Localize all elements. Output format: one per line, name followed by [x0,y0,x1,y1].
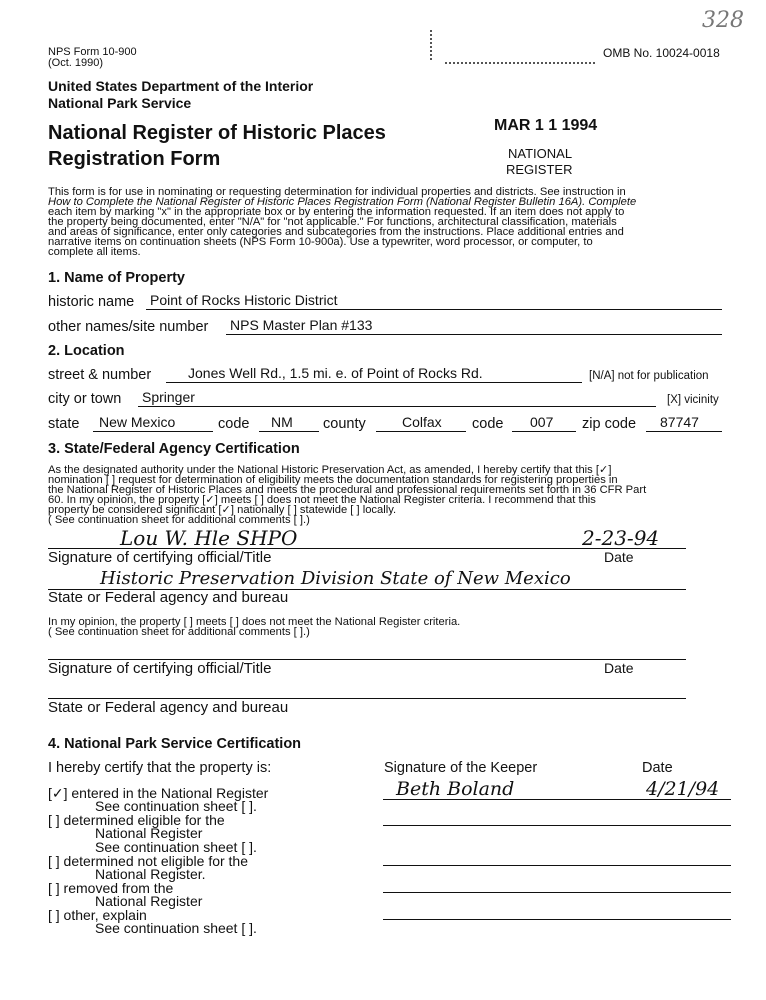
status-not-eligible[interactable]: [ ] determined not eligible for the [48,853,249,869]
status-eligible-cont: National Register [95,825,203,841]
certify-statement: I hereby certify that the property is: [48,760,272,776]
agency-label-2: State or Federal agency and bureau [48,699,289,716]
signature-label-2: Signature of certifying official/Title [48,660,272,677]
intro-line: narrative items on continuation sheets (NPS Form 10-900a). Use a typewriter, word processor, or computer, to [48,236,593,248]
signature-label: Signature of certifying official/Title [48,549,272,566]
keeper-line-3 [383,865,731,866]
certification-line: the National Register of Historic Places and meets the procedural and professional requirements set forth in 36 CFR Part [48,484,647,496]
agency-label: State or Federal agency and bureau [48,589,289,606]
not-for-publication-checkbox[interactable]: [N/A] not for publication [589,370,709,382]
date-label: Date [604,549,634,565]
form-title-line1: National Register of Historic Places [48,122,386,144]
section-1-heading: 1. Name of Property [48,270,185,286]
scan-noise [445,62,595,67]
corner-handwritten-number: 328 [702,8,744,33]
received-stamp-line1: NATIONAL [508,146,573,161]
keeper-line-2 [383,825,731,826]
vicinity-checkbox[interactable]: [X] vicinity [667,394,719,406]
status-other[interactable]: [ ] other, explain [48,907,147,923]
state-code-label: code [218,416,250,432]
section-3-heading: 3. State/Federal Agency Certification [48,441,300,457]
state-field[interactable]: New Mexico [93,414,213,432]
historic-name-label: historic name [48,294,135,310]
intro-line: each item by marking "x" in the appropriate box or by entering the information requested. If an item does not apply to [48,206,625,218]
received-stamp-date: MAR 1 1 1994 [494,117,598,134]
certification-line: As the designated authority under the National Historic Preservation Act, as amended, I hereby certify that this [✓] [48,464,612,476]
form-date: (Oct. 1990) [48,57,104,69]
certification-line: nomination [ ] request for determination of eligibility meets the documentation standards for registering properties in [48,474,618,486]
county-code-label: code [472,416,504,432]
street-label: street & number [48,367,152,383]
keeper-line-4 [383,892,731,893]
department: United States Department of the Interior [48,78,314,94]
continuation-sheet-3: See continuation sheet [ ]. [95,920,257,936]
state-code-field[interactable]: NM [259,414,319,432]
certification-line: 60. In my opinion, the property [✓] meets [ ] does not meet the National Register criteria. I recommend that this [48,494,596,506]
certification-line: property be considered significant [✓] nationally [ ] statewide [ ] locally. [48,504,397,516]
status-removed[interactable]: [ ] removed from the [48,880,174,896]
intro-line: This form is for use in nominating or requesting determination for individual properties and districts. See instruction in [48,186,626,198]
intro-line: How to Complete the National Register of Historic Places Registration Form (National Register Bulletin 16A). Complete [48,196,637,208]
keeper-date-label: Date [642,760,673,776]
status-not-eligible-cont: National Register. [95,866,206,882]
city-label: city or town [48,391,122,407]
service: National Park Service [48,95,192,111]
status-eligible[interactable]: [ ] determined eligible for the [48,812,225,828]
omb-number: OMB No. 10024-0018 [603,46,720,60]
shpo-signature: Lou W. Hle SHPO [120,526,298,550]
continuation-sheet-1: See continuation sheet [ ]. [95,798,257,814]
status-removed-cont: National Register [95,893,203,909]
street-field[interactable]: Jones Well Rd., 1.5 mi. e. of Point of Rocks Rd. [166,365,582,383]
keeper-label: Signature of the Keeper [384,760,538,776]
zip-field[interactable]: 87747 [646,414,722,432]
historic-name-field[interactable]: Point of Rocks Historic District [146,292,722,310]
other-names-label: other names/site number [48,319,209,335]
city-field[interactable]: Springer [138,389,656,407]
scan-noise [430,30,435,60]
shpo-signature-date: 2-23-94 [582,526,660,550]
keeper-date: 4/21/94 [646,778,720,800]
intro-line: and areas of significance, enter only categories and subcategories from the instructions. Place additional entries and [48,226,624,238]
county-field[interactable]: Colfax [376,414,466,432]
county-label: county [323,416,366,432]
received-stamp-line2: REGISTER [506,162,573,177]
county-code-field[interactable]: 007 [512,414,576,432]
intro-line: the property being documented, enter "N/A" for "not applicable." For functions, architectural classification, materials [48,216,617,228]
certification-line: ( See continuation sheet for additional comments [ ].) [48,514,310,526]
intro-line: complete all items. [48,246,141,258]
form-id: NPS Form 10-900 [48,46,137,58]
opinion-line: ( See continuation sheet for additional comments [ ].) [48,626,310,638]
zip-label: zip code [582,416,637,432]
agency-handwriting: Historic Preservation Division State of New Mexico [100,568,571,589]
keeper-signature: Beth Boland [396,778,515,800]
section-2-heading: 2. Location [48,343,125,359]
state-label: state [48,416,80,432]
other-names-field[interactable]: NPS Master Plan #133 [226,317,722,335]
opinion-line: In my opinion, the property [ ] meets [ ] does not meet the National Register criteria. [48,616,461,628]
keeper-line-1 [383,799,731,800]
date-label-2: Date [604,660,634,676]
continuation-sheet-2: See continuation sheet [ ]. [95,839,257,855]
keeper-line-5 [383,919,731,920]
form-title-line2: Registration Form [48,148,221,170]
section-4-heading: 4. National Park Service Certification [48,736,302,752]
status-entered[interactable]: [✓] entered in the National Register [48,785,269,801]
